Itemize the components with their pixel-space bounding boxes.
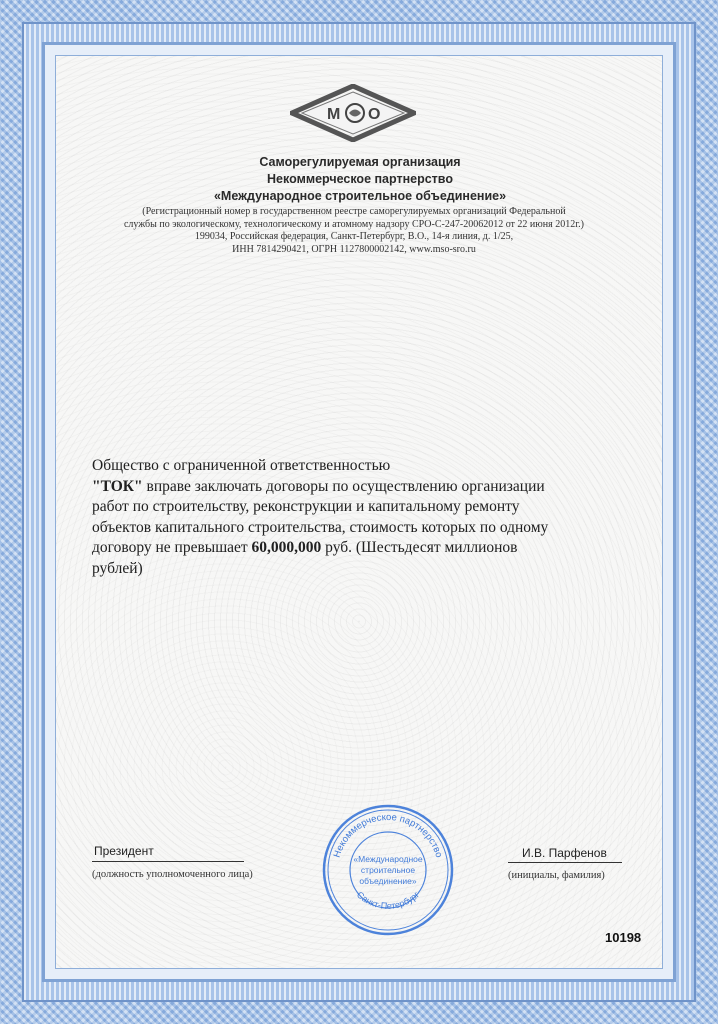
body-line-text: вправе заключать договоры по осуществлению организации xyxy=(142,477,545,495)
body-line xyxy=(92,477,612,498)
stamp-city-text: Санкт-Петербург xyxy=(354,889,422,911)
organization-stamp xyxy=(318,800,458,940)
body-line: рублей) xyxy=(92,559,143,577)
body-line: Общество с ограниченной ответственностью xyxy=(92,457,391,474)
name-line xyxy=(508,862,622,863)
body-line-text: договору не превышает xyxy=(92,539,252,556)
mso-logo-icon xyxy=(290,84,416,142)
signatory-position: Президент xyxy=(94,844,154,858)
document-number: 10198 xyxy=(605,930,642,945)
org-partnership: Некоммерческое партнерство xyxy=(267,172,453,186)
signatory-name: И.В. Парфенов xyxy=(522,846,607,860)
address-line: 199034, Российская федерация, Санкт-Петербург, В.О., 14-я линия, д. 1/25, xyxy=(194,231,514,242)
registration-line: службы по экологическому, технологическому и атомному надзору СРО-С-247-20062012 от 22 июня 2012г.) xyxy=(123,218,585,230)
body-line: работ по строительству, реконструкции и капитальному ремонту xyxy=(92,498,520,515)
stamp-center-line: объединение» xyxy=(359,876,417,886)
position-caption: (должность уполномоченного лица) xyxy=(92,869,253,880)
registration-line: (Регистрационный номер в государственном реестре саморегулируемых организаций Федеральной xyxy=(142,206,566,217)
svg-text:M: M xyxy=(327,106,341,123)
body-line xyxy=(92,538,612,559)
name-caption: (инициалы, фамилия) xyxy=(508,870,605,881)
stamp-ring-text: Некоммерческое партнерство xyxy=(331,811,445,860)
body-line-text: руб. (Шестьдесят миллионов xyxy=(321,539,518,556)
stamp-center-line: «Международное xyxy=(353,854,423,864)
certificate-body xyxy=(92,456,612,579)
svg-text:O: O xyxy=(368,106,381,123)
stamp-center-line: строительное xyxy=(360,865,416,875)
inn-line: ИНН 7814290421, ОГРН 1127800002142, www.mso-sro.ru xyxy=(232,243,476,255)
org-type: Саморегулируемая организация xyxy=(259,155,461,169)
company-name: "ТОК" xyxy=(92,477,143,495)
contract-amount: 60,000,000 xyxy=(251,539,322,556)
position-line xyxy=(92,861,244,862)
registration-info xyxy=(92,206,616,256)
org-name: «Международное строительное объединение» xyxy=(213,189,507,203)
body-line: объектов капитального строительства, стоимость которых по одному xyxy=(92,518,549,536)
